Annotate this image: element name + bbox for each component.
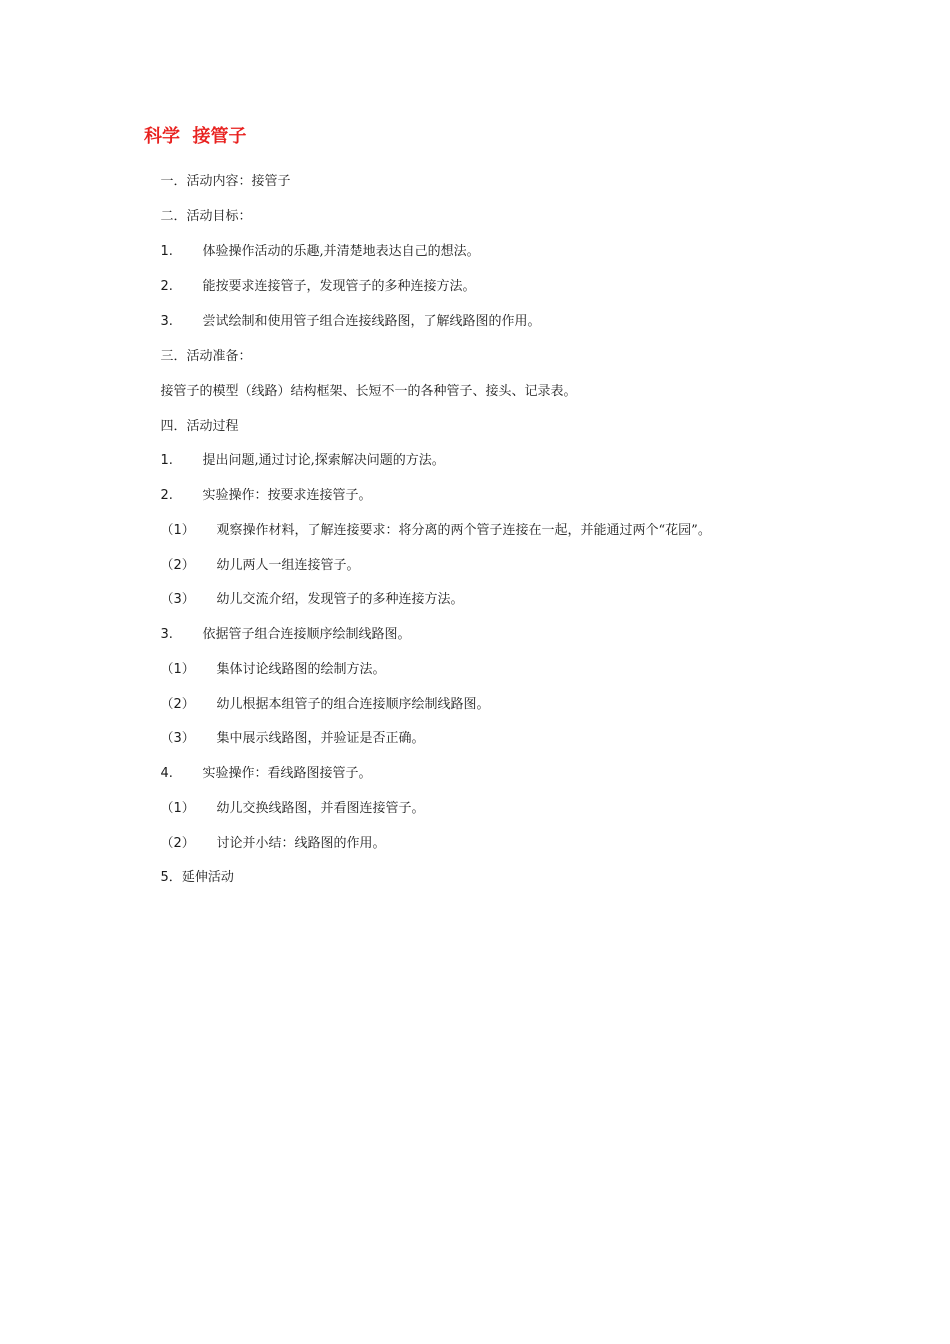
item-text: 能按要求连接管子，发现管子的多种连接方法。 bbox=[202, 279, 476, 294]
subitem-number: （2） bbox=[160, 836, 195, 851]
item-number: 1. bbox=[160, 453, 173, 468]
subitem-number: （2） bbox=[160, 697, 195, 712]
subitem-text: 幼儿根据本组管子的组合连接顺序绘制线路图。 bbox=[216, 697, 490, 712]
subitem-text: 集体讨论线路图的绘制方法。 bbox=[216, 662, 386, 677]
subitem-text: 幼儿两人一组连接管子。 bbox=[216, 558, 360, 573]
line-text: 二．活动目标： bbox=[160, 209, 252, 224]
subitem-number: （2） bbox=[160, 558, 195, 573]
item-number: 5． bbox=[160, 870, 182, 885]
line-text: 一．活动内容：接管子 bbox=[160, 174, 291, 189]
item-text: 体验操作活动的乐趣,并清楚地表达自己的想法。 bbox=[202, 244, 480, 259]
subitem-text: 集中展示线路图，并验证是否正确。 bbox=[216, 731, 425, 746]
subitem-number: （1） bbox=[160, 523, 195, 538]
subitem-text: 讨论并小结：线路图的作用。 bbox=[216, 836, 386, 851]
item-number: 4. bbox=[160, 766, 173, 781]
subitem-number: （3） bbox=[160, 592, 195, 607]
document-title: 科学 接管子 bbox=[144, 126, 247, 147]
line-text: 四．活动过程 bbox=[160, 419, 239, 434]
item-text: 延伸活动 bbox=[181, 870, 234, 885]
item-number: 2. bbox=[160, 279, 173, 294]
item-number: 2. bbox=[160, 488, 173, 503]
subitem-text: 观察操作材料，了解连接要求：将分离的两个管子连接在一起，并能通过两个“花园”。 bbox=[216, 523, 711, 538]
item-text: 提出问题,通过讨论,探索解决问题的方法。 bbox=[202, 453, 445, 468]
line-text: 三．活动准备： bbox=[160, 349, 252, 364]
process-item-extension bbox=[144, 848, 234, 908]
subitem-number: （1） bbox=[160, 801, 195, 816]
item-text: 实验操作：按要求连接管子。 bbox=[202, 488, 372, 503]
item-text: 尝试绘制和使用管子组合连接线路图，了解线路图的作用。 bbox=[202, 314, 541, 329]
item-number: 3. bbox=[160, 314, 173, 329]
subitem-text: 幼儿交换线路图，并看图连接管子。 bbox=[216, 801, 425, 816]
subitem-text: 幼儿交流介绍，发现管子的多种连接方法。 bbox=[216, 592, 464, 607]
item-text: 依据管子组合连接顺序绘制线路图。 bbox=[202, 627, 411, 642]
line-text: 接管子的模型（线路）结构框架、长短不一的各种管子、接头、记录表。 bbox=[160, 384, 577, 399]
subitem-number: （1） bbox=[160, 662, 195, 677]
item-number: 1. bbox=[160, 244, 173, 259]
item-number: 3. bbox=[160, 627, 173, 642]
subitem-number: （3） bbox=[160, 731, 195, 746]
item-text: 实验操作：看线路图接管子。 bbox=[202, 766, 372, 781]
